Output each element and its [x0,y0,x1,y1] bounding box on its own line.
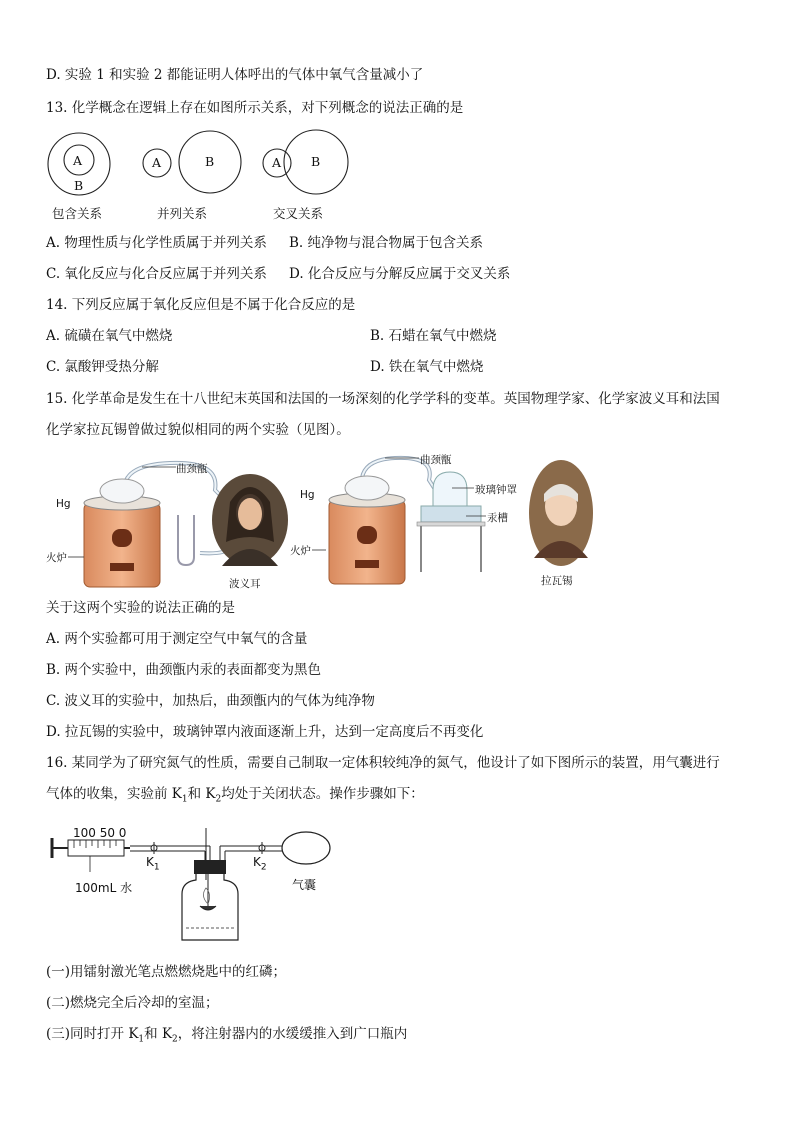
q15-option-d: D. 拉瓦锡的实验中，玻璃钟罩内液面逐渐上升，达到一定高度后不再变化 [46,724,484,740]
q14-stem: 14. 下列反应属于氧化反应但是不属于化合反应的是 [46,297,356,313]
q15-stem-line2: 化学家拉瓦锡曾做过貌似相同的两个实验（见图）。 [46,422,350,438]
q15-option-c: C. 波义耳的实验中，加热后，曲颈甑内的气体为纯净物 [46,693,375,709]
boyle-retort-pointer [142,462,182,472]
q15-question: 关于这两个实验的说法正确的是 [46,600,235,616]
label-intersection: 交叉关系 [273,206,324,221]
lavoisier-retort-pointer [385,453,425,463]
q14-option-b: B. 石蜡在氧气中燃烧 [370,328,497,344]
label-parallel: 并列关系 [157,206,208,221]
q14-option-a: A. 硫磺在氧气中燃烧 [46,328,173,344]
q12-option-d: D. 实验 1 和实验 2 都能证明人体呼出的气体中氧气含量减小了 [46,67,424,83]
lavoisier-name-label: 拉瓦锡 [541,575,573,587]
q14-option-d: D. 铁在氧气中燃烧 [370,359,484,375]
bell-jar-label: 玻璃钟罩 [475,484,517,496]
q16-step-1: (一)用镭射激光笔点燃燃烧匙中的红磷； [46,964,287,980]
q13-stem: 13. 化学概念在逻辑上存在如图所示关系，对下列概念的说法正确的是 [46,100,464,116]
bell-jar-pointer [452,483,482,493]
lavoisier-hg-label: Hg [300,489,315,501]
valve-k1-label: $K_1$ [146,855,160,873]
boyle-portrait [210,472,290,572]
mercury-trough-pointer [466,511,496,521]
gas-bag-label: 气囊 [292,878,317,892]
venn-inclusion-a: A [73,153,83,168]
q15-option-a: A. 两个实验都可用于测定空气中氧气的含量 [46,631,308,647]
venn-parallel-b: B [205,154,215,169]
lavoisier-retort-label: 曲颈甑 [420,454,452,466]
lavoisier-furnace-pointer [312,545,332,555]
mercury-trough-label: 汞槽 [487,512,508,524]
q13-option-d: D. 化合反应与分解反应属于交叉关系 [289,266,511,282]
q13-option-a: A. 物理性质与化学性质属于并列关系 [46,235,267,251]
q16-stem-line2: 气体的收集，实验前 $K_1$和 $K_2$均处于关闭状态。操作步骤如下： [46,786,424,805]
q15-stem-line1: 15. 化学革命是发生在十八世纪末英国和法国的一场深刻的化学学科的变革。英国物理学家、化学家波义耳和法国 [46,391,720,407]
q16-stem-line1: 16. 某同学为了研究氮气的性质，需要自己制取一定体积较纯净的氮气，他设计了如下图所示的装置，用气囊进行 [46,755,720,771]
boyle-furnace-label: 火炉 [46,552,67,564]
boyle-hg-label: Hg [56,498,71,510]
venn-parallel-a: A [152,155,162,170]
label-inclusion: 包含关系 [52,206,103,221]
boyle-name-label: 波义耳 [229,578,261,590]
q13-venn-figure [44,132,364,212]
venn-intersection-b: B [311,154,321,169]
q15-option-b: B. 两个实验中，曲颈甑内汞的表面都变为黑色 [46,662,322,678]
q16-step-2: (二)燃烧完全后冷却的室温； [46,995,219,1011]
valve-k2-label: $K_2$ [253,855,267,873]
lavoisier-portrait [528,458,598,568]
venn-intersection-a: A [272,155,282,170]
q13-option-b: B. 纯净物与混合物属于包含关系 [289,235,484,251]
venn-inclusion-b: B [74,178,84,193]
syringe-water-label: 100mL 水 [75,881,133,895]
lavoisier-furnace-label: 火炉 [290,545,311,557]
boyle-furnace-pointer [68,552,88,562]
q14-option-c: C. 氯酸钾受热分解 [46,359,159,375]
q13-option-c: C. 氧化反应与化合反应属于并列关系 [46,266,267,282]
boyle-retort-label: 曲颈甑 [176,463,208,475]
syringe-scale-label: 100 50 0 [73,826,127,840]
q16-step-3: (三)同时打开 $K_1$和 $K_2$，将注射器内的水缓缓推入到广口瓶内 [46,1026,408,1045]
